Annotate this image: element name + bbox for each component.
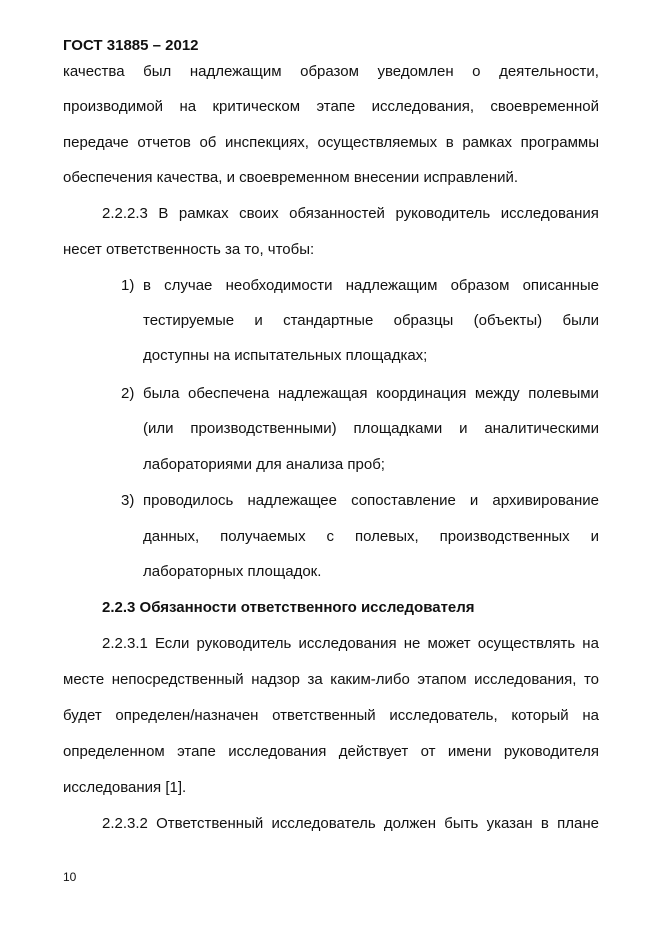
word: исследования	[500, 205, 599, 222]
word: обязанностей	[289, 205, 385, 222]
list-item-line	[143, 492, 599, 510]
word: случае	[164, 277, 213, 294]
word: с	[326, 528, 335, 545]
word: исследования	[298, 635, 397, 652]
word: имени	[447, 743, 492, 760]
word: то	[583, 671, 599, 688]
word: производимой	[63, 98, 164, 115]
word: в	[143, 277, 151, 294]
word: осуществляемых	[317, 134, 438, 151]
word: программы	[520, 134, 599, 151]
word: критическом	[212, 98, 301, 115]
word: непосредственный	[111, 671, 244, 688]
list-item-line: доступны на испытательных площадках;	[143, 347, 428, 364]
word: и	[254, 312, 263, 329]
word: данных,	[143, 528, 200, 545]
word: стандартные	[283, 312, 374, 329]
word: 2.2.3.2	[102, 815, 148, 832]
word: об	[199, 134, 217, 151]
word: (объекты)	[473, 312, 543, 329]
word: надлежащим	[345, 277, 438, 294]
list-item-line	[143, 528, 599, 546]
word: аналитическими	[484, 420, 599, 437]
word: В	[158, 205, 169, 222]
word: Если	[154, 635, 190, 652]
word: указан	[486, 815, 533, 832]
word: уведомлен	[377, 63, 454, 80]
word: на	[582, 707, 599, 724]
list-item-line	[143, 277, 599, 295]
word: 2.2.2.3	[102, 205, 148, 222]
word: Ответственный	[156, 815, 264, 832]
word: который	[511, 707, 569, 724]
word: руководитель	[395, 205, 491, 222]
text-line: исследования [1].	[63, 779, 187, 796]
word: каким-либо	[330, 671, 410, 688]
word: плане	[557, 815, 599, 832]
word: была	[143, 385, 180, 402]
word: деятельности,	[499, 63, 599, 80]
word: исследования	[228, 743, 327, 760]
word: инспекциях,	[224, 134, 309, 151]
text-line	[63, 63, 599, 81]
text-line	[63, 98, 599, 116]
word: и	[590, 528, 599, 545]
word: образом	[300, 63, 359, 80]
text-line	[63, 671, 599, 689]
word: на	[179, 98, 197, 115]
word: быть	[444, 815, 479, 832]
word: будет	[63, 707, 102, 724]
text-line: обеспечения качества, и своевременном внесении исправлений.	[63, 169, 519, 186]
word: координация	[376, 385, 467, 402]
word: определенном	[63, 743, 165, 760]
word: (или	[143, 420, 174, 437]
word: получаемых	[220, 528, 306, 545]
word: этапе	[177, 743, 216, 760]
word: площадками	[353, 420, 443, 437]
word: определен/назначен	[115, 707, 259, 724]
text-line	[102, 815, 599, 833]
word: передаче	[63, 134, 129, 151]
word: рамках	[462, 134, 513, 151]
word: производственных	[439, 528, 570, 545]
list-item-line	[143, 385, 599, 403]
word: в	[540, 815, 549, 832]
list-item-number: 3)	[121, 492, 135, 509]
word: месте	[63, 671, 105, 688]
word: осуществлять	[477, 635, 576, 652]
text-line	[102, 205, 599, 223]
word: этапе	[316, 98, 356, 115]
list-item-number: 1)	[121, 277, 135, 294]
word: должен	[383, 815, 437, 832]
word: исследования,	[474, 671, 577, 688]
word: действует	[338, 743, 409, 760]
word: производственными)	[190, 420, 337, 437]
word: и	[469, 492, 479, 509]
word: был	[143, 63, 172, 80]
word: обеспечена	[188, 385, 270, 402]
word: 2.2.3.1	[102, 635, 148, 652]
word: проводилось	[143, 492, 234, 509]
word: качества	[63, 63, 125, 80]
word: полевыми	[528, 385, 599, 402]
list-item-number: 2)	[121, 385, 135, 402]
word: исследователь,	[389, 707, 498, 724]
page-number: 10	[63, 870, 77, 884]
word: за	[307, 671, 323, 688]
word: своевременной	[490, 98, 599, 115]
word: и	[459, 420, 468, 437]
text-line	[102, 635, 599, 653]
word: надлежащим	[189, 63, 282, 80]
word: необходимости	[225, 277, 333, 294]
text-line	[63, 134, 599, 152]
word: образцы	[393, 312, 454, 329]
list-item-line: лабораториями для анализа проб;	[143, 456, 385, 473]
word: были	[562, 312, 599, 329]
document-header: ГОСТ 31885 – 2012	[63, 37, 199, 54]
word: надзор	[251, 671, 300, 688]
word: не	[403, 635, 421, 652]
word: архивирование	[492, 492, 599, 509]
word: руководителя	[503, 743, 599, 760]
word: сопоставление	[351, 492, 456, 509]
word: между	[474, 385, 520, 402]
word: исследования,	[371, 98, 475, 115]
word: на	[582, 635, 599, 652]
word: полевых,	[355, 528, 419, 545]
word: в	[445, 134, 454, 151]
word: надлежащая	[277, 385, 368, 402]
list-item-line	[143, 312, 599, 330]
word: о	[472, 63, 481, 80]
word: может	[427, 635, 471, 652]
list-item-line: лабораторных площадок.	[143, 563, 322, 580]
word: отчетов	[137, 134, 191, 151]
text-line: несет ответственность за то, чтобы:	[63, 241, 315, 258]
word: образом	[450, 277, 510, 294]
word: исследователь	[271, 815, 376, 832]
word: от	[420, 743, 436, 760]
word: рамках	[178, 205, 229, 222]
word: описанные	[522, 277, 599, 294]
text-line	[63, 707, 599, 725]
word: ответственный	[272, 707, 376, 724]
word: надлежащее	[247, 492, 337, 509]
text-line	[63, 743, 599, 761]
word: этапом	[417, 671, 467, 688]
word: тестируемые	[143, 312, 235, 329]
list-item-line	[143, 420, 599, 438]
word: своих	[239, 205, 279, 222]
section-heading: 2.2.3 Обязанности ответственного исследователя	[102, 599, 475, 616]
word: руководитель	[196, 635, 292, 652]
